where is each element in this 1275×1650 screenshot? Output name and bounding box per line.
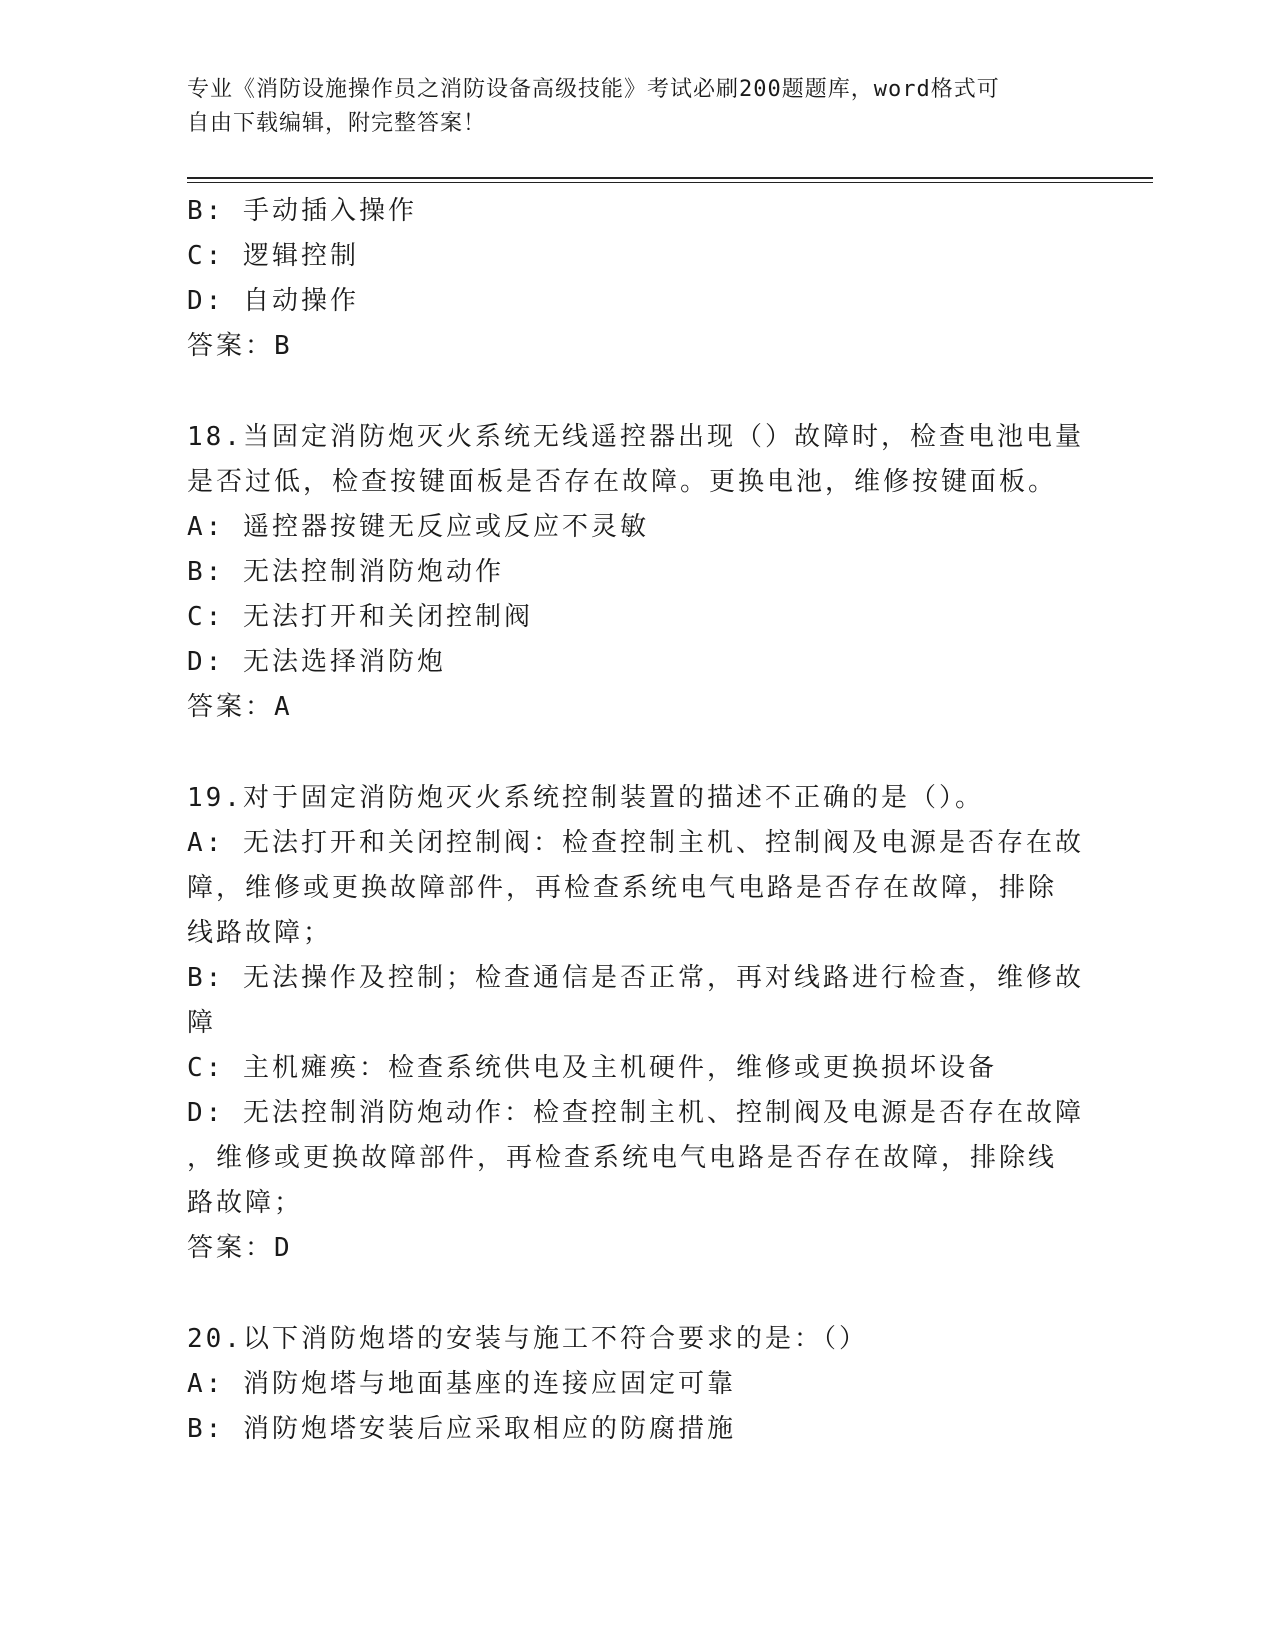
answer-line: 答案：A [187,692,293,722]
option-d: D: 无法选择消防炮 [187,647,446,677]
answer-line: 答案：B [187,331,293,361]
option-c: C: 逻辑控制 [187,241,359,271]
option-d-continued: 路故障； [187,1188,304,1218]
question-stem: 19.对于固定消防炮灭火系统控制装置的描述不正确的是（）。 [187,783,984,813]
option-b: B: 手动插入操作 [187,196,417,226]
question-19 [187,776,1087,1271]
option-d-continued: ，维修或更换故障部件，再检查系统电气电路是否存在故障，排除线 [187,1143,1058,1173]
question-list [187,189,1087,1452]
question-18 [187,415,1087,730]
spacer [187,730,1087,776]
option-b: B: 消防炮塔安装后应采取相应的防腐措施 [187,1414,736,1444]
option-c: C: 无法打开和关闭控制阀 [187,602,533,632]
option-a: A: 无法打开和关闭控制阀：检查控制主机、控制阀及电源是否存在故 [187,828,1084,858]
option-b: B: 无法控制消防炮动作 [187,557,504,587]
header-rule-thick [187,177,1153,179]
document-header [187,73,1087,141]
spacer [187,1271,1087,1317]
question-stem: 18.当固定消防炮灭火系统无线遥控器出现（）故障时，检查电池电量 [187,422,1084,452]
option-c: C: 主机瘫痪：检查系统供电及主机硬件，维修或更换损坏设备 [187,1053,997,1083]
option-a: A: 遥控器按键无反应或反应不灵敏 [187,512,649,542]
question-20 [187,1317,1087,1452]
header-line-1: 专业《消防设施操作员之消防设备高级技能》考试必刷200题题库，word格式可 [187,77,1000,102]
option-a-continued: 障，维修或更换故障部件，再检查系统电气电路是否存在故障，排除 [187,873,1058,903]
answer-line: 答案：D [187,1233,293,1263]
header-line-2: 自由下载编辑，附完整答案！ [187,111,487,136]
question-stem: 20.以下消防炮塔的安装与施工不符合要求的是：（） [187,1324,868,1354]
option-b: B: 无法操作及控制；检查通信是否正常，再对线路进行检查，维修故 [187,963,1084,993]
spacer [187,369,1087,415]
header-rule-thin [187,182,1153,183]
option-a: A: 消防炮塔与地面基座的连接应固定可靠 [187,1369,736,1399]
option-d: D: 无法控制消防炮动作：检查控制主机、控制阀及电源是否存在故障 [187,1098,1084,1128]
option-d: D: 自动操作 [187,286,359,316]
option-b-continued: 障 [187,1008,217,1038]
question-17 [187,189,1087,369]
option-a-continued: 线路故障； [187,918,333,948]
question-stem-continued: 是否过低，检查按键面板是否存在故障。更换电池，维修按键面板。 [187,467,1058,497]
